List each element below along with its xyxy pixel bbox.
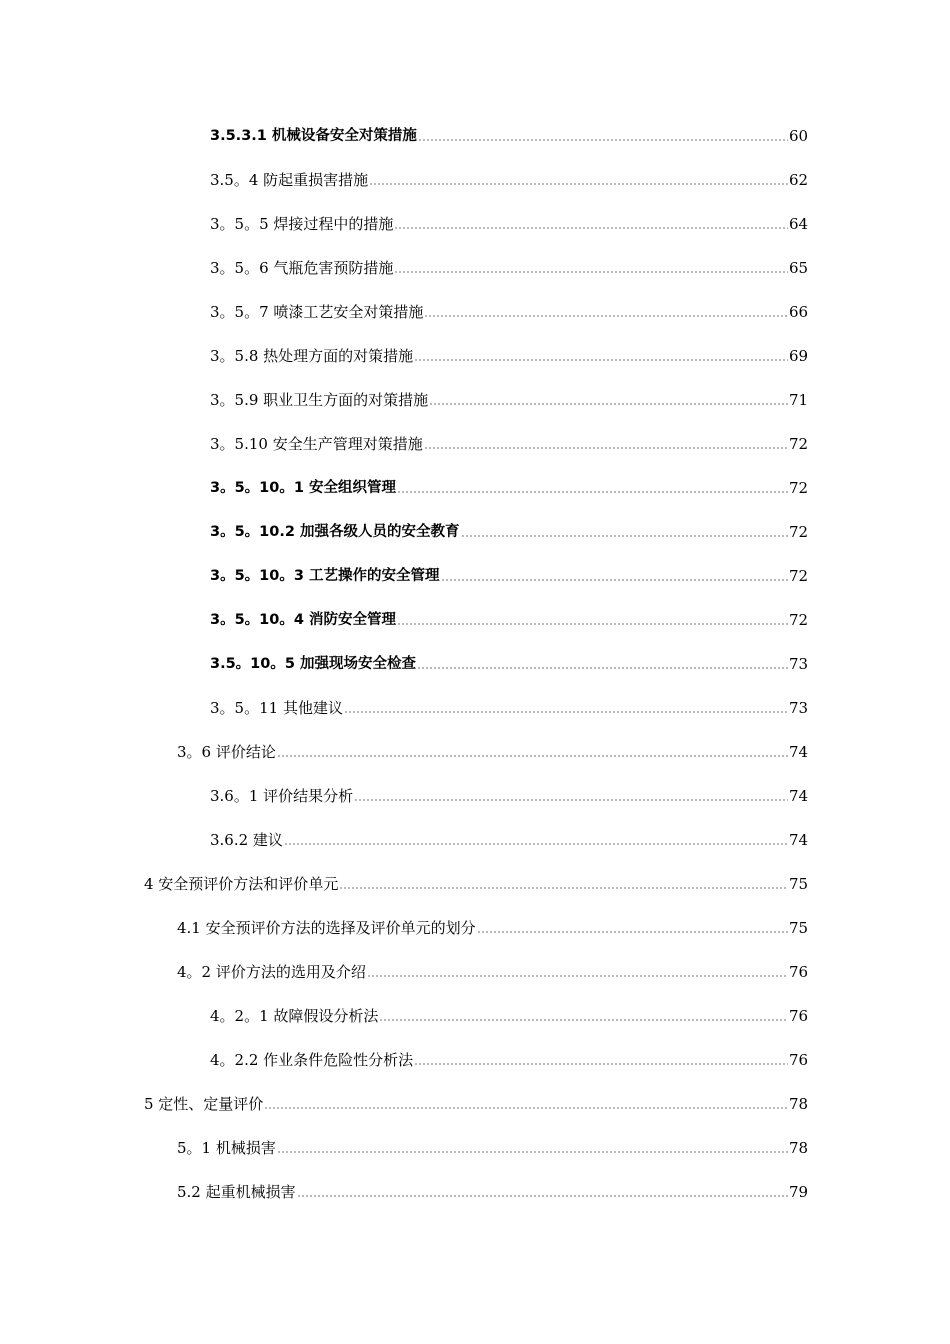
toc-entry[interactable] [0,686,950,730]
toc-entry[interactable] [0,774,950,818]
toc-entry-page: 65 [789,259,809,277]
toc-entry[interactable] [0,1126,950,1170]
toc-entry[interactable] [0,202,950,246]
toc-entry[interactable] [0,1038,950,1082]
toc-entry-page: 66 [789,303,809,321]
toc-entry-page: 62 [789,171,809,189]
dot-leader [414,1063,788,1065]
dot-leader [397,623,788,625]
dot-leader [429,403,788,405]
toc-entry[interactable] [0,818,950,862]
toc-entry-title: 4 安全预评价方法和评价单元 [144,875,339,893]
toc-entry-title: 3。6 评价结论 [177,743,276,761]
toc-entry-page: 74 [789,831,809,849]
dot-leader [344,711,788,713]
dot-leader [418,139,788,141]
toc-entry-page: 76 [789,963,809,981]
toc-entry[interactable] [0,422,950,466]
dot-leader [297,1195,788,1197]
toc-entry-page: 73 [789,655,809,673]
toc-entry-title: 3.5.3.1 机械设备安全对策措施 [210,128,417,144]
toc-entry-page: 72 [789,523,809,541]
toc-entry[interactable] [0,554,950,598]
toc-entry-title: 3。5。6 气瓶危害预防措施 [210,259,394,277]
table-of-contents [0,114,950,1214]
toc-entry[interactable] [0,334,950,378]
toc-entry-title: 3。5。10。3 工艺操作的安全管理 [210,568,440,584]
dot-leader [379,1019,788,1021]
toc-entry-title: 5 定性、定量评价 [144,1095,264,1113]
toc-entry-title: 4。2.2 作业条件危险性分析法 [210,1051,414,1069]
toc-entry-title: 3.5。10。5 加强现场安全检查 [210,656,417,672]
toc-entry-page: 73 [789,699,809,717]
toc-entry-title: 3。5。7 喷漆工艺安全对策措施 [210,303,424,321]
toc-entry[interactable] [0,906,950,950]
toc-entry-page: 74 [789,787,809,805]
dot-leader [394,271,788,273]
toc-entry-page: 72 [789,435,809,453]
dot-leader [264,1107,788,1109]
toc-entry-page: 60 [789,127,809,145]
toc-entry-title: 3。5.9 职业卫生方面的对策措施 [210,391,429,409]
toc-entry-page: 64 [789,215,809,233]
dot-leader [394,227,788,229]
toc-entry-title: 3。5.10 安全生产管理对策措施 [210,435,423,453]
toc-entry-title: 3。5。10。1 安全组织管理 [210,480,396,496]
toc-entry-title: 4。2。1 故障假设分析法 [210,1007,379,1025]
toc-entry-page: 75 [789,875,809,893]
dot-leader [354,799,788,801]
toc-entry[interactable] [0,642,950,686]
toc-entry-title: 3。5。5 焊接过程中的措施 [210,215,394,233]
dot-leader [367,975,788,977]
toc-entry-title: 3。5。11 其他建议 [210,699,343,717]
dot-leader [339,887,788,889]
toc-entry-title: 3.6.2 建议 [210,831,283,849]
dot-leader [277,755,788,757]
toc-entry-title: 3.5。4 防起重损害措施 [210,171,369,189]
toc-entry[interactable] [0,378,950,422]
toc-entry[interactable] [0,994,950,1038]
dot-leader [477,931,788,933]
toc-entry-page: 69 [789,347,809,365]
toc-entry[interactable] [0,114,950,158]
dot-leader [414,359,788,361]
toc-entry-page: 72 [789,611,809,629]
toc-entry[interactable] [0,466,950,510]
toc-entry-title: 3。5。10.2 加强各级人员的安全教育 [210,524,460,540]
toc-entry-page: 75 [789,919,809,937]
toc-entry-title: 3。5.8 热处理方面的对策措施 [210,347,414,365]
toc-entry-page: 76 [789,1007,809,1025]
toc-entry-page: 74 [789,743,809,761]
toc-entry[interactable] [0,510,950,554]
dot-leader [369,183,788,185]
dot-leader [397,491,788,493]
toc-entry-page: 78 [789,1139,809,1157]
toc-entry[interactable] [0,862,950,906]
toc-entry-title: 5.2 起重机械损害 [177,1183,296,1201]
toc-entry-title: 3.6。1 评价结果分析 [210,787,354,805]
toc-entry-page: 72 [789,479,809,497]
toc-entry-title: 5。1 机械损害 [177,1139,276,1157]
toc-entry-title: 3。5。10。4 消防安全管理 [210,612,396,628]
dot-leader [424,447,788,449]
dot-leader [424,315,788,317]
toc-entry-page: 76 [789,1051,809,1069]
toc-entry[interactable] [0,1082,950,1126]
toc-entry-page: 72 [789,567,809,585]
toc-entry[interactable] [0,290,950,334]
toc-entry[interactable] [0,950,950,994]
dot-leader [417,667,788,669]
dot-leader [461,535,788,537]
toc-entry-title: 4.1 安全预评价方法的选择及评价单元的划分 [177,919,476,937]
dot-leader [284,843,788,845]
dot-leader [441,579,789,581]
toc-entry[interactable] [0,598,950,642]
toc-entry-title: 4。2 评价方法的选用及介绍 [177,963,366,981]
toc-entry[interactable] [0,158,950,202]
toc-entry-page: 71 [789,391,809,409]
toc-entry[interactable] [0,246,950,290]
toc-entry-page: 78 [789,1095,809,1113]
dot-leader [277,1151,788,1153]
toc-entry[interactable] [0,1170,950,1214]
toc-entry[interactable] [0,730,950,774]
toc-entry-page: 79 [789,1183,809,1201]
